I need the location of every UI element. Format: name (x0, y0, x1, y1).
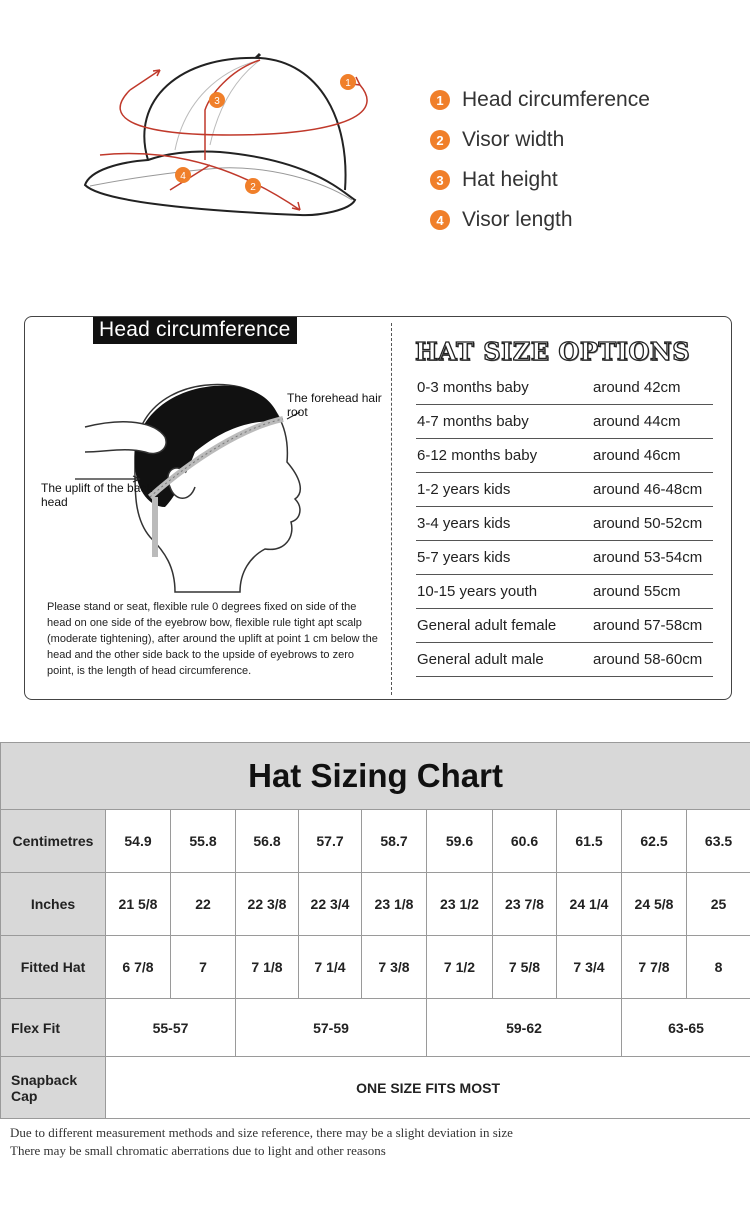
cap-measurement-section (0, 0, 750, 290)
circumference-value: around 46cm (593, 447, 681, 464)
table-cell: 21 5/8 (106, 873, 171, 936)
legend-label: Visor length (462, 208, 573, 231)
size-option-row (416, 439, 713, 473)
chart-title: Hat Sizing Chart (1, 743, 750, 810)
legend-number: 4 (430, 210, 450, 230)
marker-1 (340, 74, 356, 90)
size-option-row (416, 643, 713, 677)
size-option-row (416, 575, 713, 609)
legend-item (430, 120, 650, 160)
table-cell: 58.7 (362, 810, 427, 873)
table-cell: 6 7/8 (106, 936, 171, 999)
circumference-value: around 42cm (593, 379, 681, 396)
marker-2 (245, 178, 261, 194)
table-cell: 57-59 (236, 999, 427, 1057)
legend-label: Head circumference (462, 88, 650, 111)
sizing-table (0, 742, 750, 1119)
table-cell: 24 1/4 (557, 873, 622, 936)
circumference-value: around 50-52cm (593, 515, 703, 532)
measurement-instructions: Please stand or seat, flexible rule 0 degrees fixed on side of the head on one side of the eyebrow bow, flexible rule tight apt scalp (moderate tightening), after around the uplift at point 1 cm below the head and the other side back to the upside of eyebrows to zero point, is the length of head circumference. (47, 601, 378, 677)
svg-text:4: 4 (180, 171, 186, 182)
svg-text:2: 2 (250, 182, 256, 193)
age-group: 10-15 years youth (417, 583, 538, 600)
table-cell: 25 (687, 873, 750, 936)
svg-text:3: 3 (214, 96, 220, 107)
forehead-label: The forehead hair root (287, 391, 382, 419)
table-cell: 62.5 (622, 810, 687, 873)
flex-fit-row (1, 999, 750, 1057)
head-circumference-title: Head circumference (93, 317, 297, 344)
size-option-row (416, 609, 713, 643)
svg-text:1: 1 (345, 78, 351, 89)
circumference-value: around 44cm (593, 413, 681, 430)
size-option-row (416, 371, 713, 405)
table-cell: 59.6 (427, 810, 493, 873)
row-header: Inches (1, 873, 106, 936)
marker-4 (175, 167, 191, 183)
table-cell: 22 (171, 873, 236, 936)
legend-number: 2 (430, 130, 450, 150)
head-measurement-box (24, 316, 732, 700)
table-cell: 59-62 (427, 999, 622, 1057)
circumference-value: around 46-48cm (593, 481, 703, 498)
table-cell: 23 1/2 (427, 873, 493, 936)
table-cell: 7 1/2 (427, 936, 493, 999)
legend-label: Visor width (462, 128, 565, 151)
age-group: 6-12 months baby (417, 447, 538, 464)
table-cell: 22 3/4 (299, 873, 362, 936)
size-option-row (416, 541, 713, 575)
measurement-legend (430, 80, 650, 240)
size-option-row (416, 507, 713, 541)
age-group: 3-4 years kids (417, 515, 511, 532)
table-cell: 63-65 (622, 999, 750, 1057)
dashed-divider (391, 323, 392, 695)
table-cell: ONE SIZE FITS MOST (106, 1057, 750, 1119)
circumference-value: around 55cm (593, 583, 681, 600)
table-cell: 63.5 (687, 810, 750, 873)
legend-label: Hat height (462, 168, 558, 191)
circumference-value: around 57-58cm (593, 617, 703, 634)
legend-item (430, 160, 650, 200)
inches-row (1, 873, 750, 936)
table-cell: 7 3/4 (557, 936, 622, 999)
legend-number: 3 (430, 170, 450, 190)
table-cell: 7 (171, 936, 236, 999)
age-group: General adult female (417, 617, 557, 634)
table-cell: 7 3/8 (362, 936, 427, 999)
table-cell: 23 7/8 (493, 873, 557, 936)
centimetres-row (1, 810, 750, 873)
legend-item (430, 80, 650, 120)
size-options-list (416, 371, 713, 677)
legend-number: 1 (430, 90, 450, 110)
table-cell: 7 1/4 (299, 936, 362, 999)
back-head-label: The uplift of the back head (41, 481, 153, 509)
snapback-row (1, 1057, 750, 1119)
table-cell: 7 5/8 (493, 936, 557, 999)
circumference-value: around 58-60cm (593, 651, 703, 668)
table-cell: 23 1/8 (362, 873, 427, 936)
age-group: 0-3 months baby (417, 379, 529, 396)
size-option-row (416, 405, 713, 439)
footnote: There may be small chromatic aberrations due to light and other reasons (10, 1143, 386, 1158)
row-header: Snapback Cap (1, 1057, 106, 1119)
footnotes (10, 1124, 513, 1160)
marker-3 (209, 92, 225, 108)
circumference-value: around 53-54cm (593, 549, 703, 566)
hat-sizing-chart (0, 742, 750, 1119)
table-cell: 8 (687, 936, 750, 999)
size-options-title: HAT SIZE OPTIONS (415, 337, 691, 366)
legend-item (430, 200, 650, 240)
table-cell: 54.9 (106, 810, 171, 873)
size-option-row (416, 473, 713, 507)
cap-diagram (60, 40, 400, 240)
fitted-hat-row (1, 936, 750, 999)
table-cell: 57.7 (299, 810, 362, 873)
age-group: 5-7 years kids (417, 549, 511, 566)
row-header: Centimetres (1, 810, 106, 873)
row-header: Fitted Hat (1, 936, 106, 999)
footnote: Due to different measurement methods and size reference, there may be a slight deviation in size (10, 1125, 513, 1140)
table-cell: 60.6 (493, 810, 557, 873)
table-cell: 22 3/8 (236, 873, 299, 936)
table-cell: 55.8 (171, 810, 236, 873)
age-group: 1-2 years kids (417, 481, 511, 498)
age-group: 4-7 months baby (417, 413, 529, 430)
table-cell: 55-57 (106, 999, 236, 1057)
age-group: General adult male (417, 651, 544, 668)
table-cell: 56.8 (236, 810, 299, 873)
table-cell: 7 1/8 (236, 936, 299, 999)
table-cell: 7 7/8 (622, 936, 687, 999)
row-header: Flex Fit (1, 999, 106, 1057)
table-cell: 61.5 (557, 810, 622, 873)
table-cell: 24 5/8 (622, 873, 687, 936)
